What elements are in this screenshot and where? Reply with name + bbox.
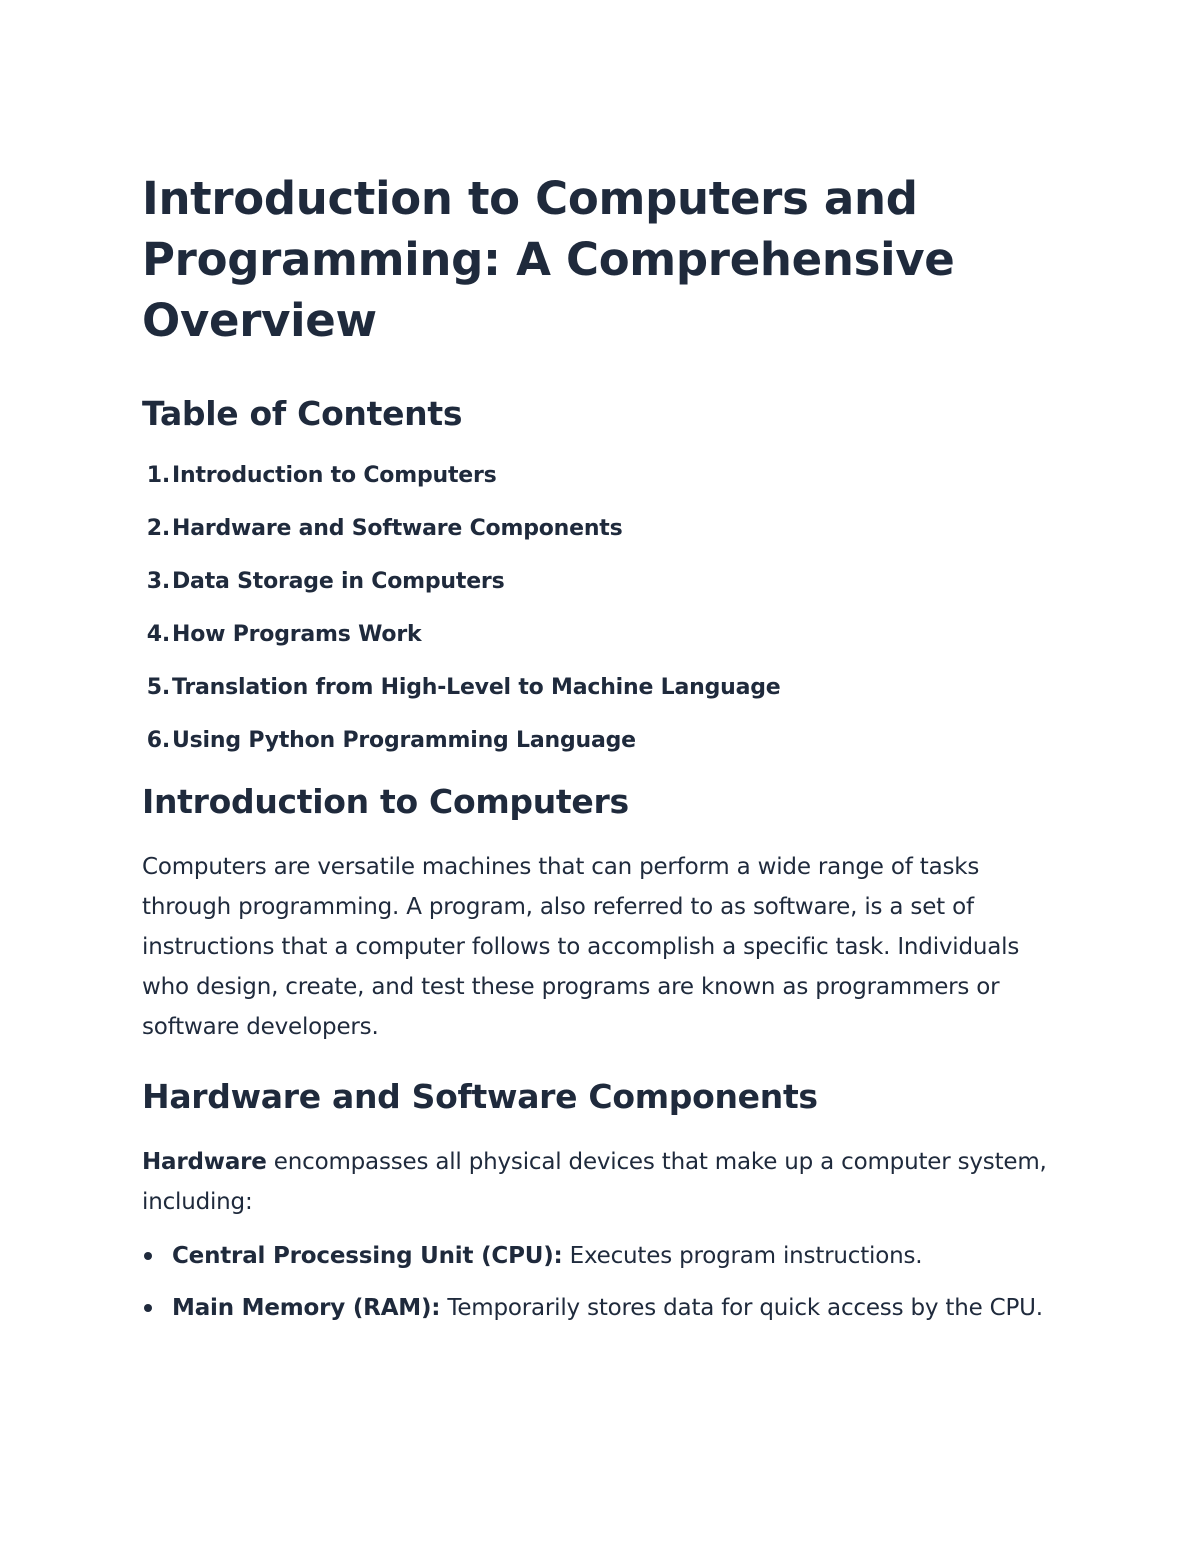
toc-number: 4. bbox=[146, 622, 170, 647]
bullet-dot-icon bbox=[142, 1236, 172, 1276]
toc-label: Data Storage in Computers bbox=[172, 569, 505, 594]
section-heading-hardware: Hardware and Software Components bbox=[142, 1077, 818, 1116]
toc-label: Translation from High-Level to Machine Language bbox=[172, 675, 781, 700]
bullet-item-ram bbox=[142, 1288, 1052, 1328]
toc-label: Hardware and Software Components bbox=[172, 516, 623, 541]
toc-label: How Programs Work bbox=[172, 622, 422, 647]
toc-item-5[interactable] bbox=[142, 673, 1052, 703]
toc-number: 2. bbox=[146, 516, 170, 541]
bullet-dot-icon bbox=[142, 1288, 172, 1328]
toc-item-3[interactable] bbox=[142, 567, 1052, 597]
toc-heading: Table of Contents bbox=[142, 394, 463, 433]
document-title: Introduction to Computers and Programming: A Comprehensive Overview bbox=[142, 172, 955, 347]
toc-item-4[interactable] bbox=[142, 620, 1052, 650]
table-of-contents bbox=[142, 461, 1052, 756]
section-heading-intro: Introduction to Computers bbox=[142, 782, 629, 821]
hardware-bullet-list bbox=[142, 1236, 1052, 1328]
toc-number: 3. bbox=[146, 569, 170, 594]
bullet-term: Central Processing Unit (CPU): bbox=[172, 1243, 563, 1269]
section-paragraph-intro: Computers are versatile machines that can perform a wide range of tasks through programming. A program, also referred to as software, is a set of instructions that a computer follows to accomplish a specific task. Individuals who design, create, and test these programs are known as programmers or software developers. bbox=[142, 854, 1020, 1040]
toc-item-6[interactable] bbox=[142, 726, 1052, 756]
bullet-text bbox=[172, 1288, 1052, 1328]
toc-number: 1. bbox=[146, 463, 170, 488]
bullet-text bbox=[172, 1236, 1052, 1276]
toc-label: Introduction to Computers bbox=[172, 463, 497, 488]
document-page bbox=[142, 168, 1052, 1340]
bullet-description: Temporarily stores data for quick access by the CPU. bbox=[440, 1295, 1043, 1321]
bold-term-hardware: Hardware bbox=[142, 1149, 267, 1175]
bullet-item-cpu bbox=[142, 1236, 1052, 1276]
toc-number: 5. bbox=[146, 675, 170, 700]
bullet-term: Main Memory (RAM): bbox=[172, 1295, 441, 1321]
paragraph-text: encompasses all physical devices that make up a computer system, including: bbox=[142, 1149, 1047, 1215]
section-paragraph-hardware bbox=[142, 1142, 1052, 1222]
bullet-description: Executes program instructions. bbox=[562, 1243, 923, 1269]
toc-item-2[interactable] bbox=[142, 514, 1052, 544]
toc-item-1[interactable] bbox=[142, 461, 1052, 491]
toc-number: 6. bbox=[146, 728, 170, 753]
toc-label: Using Python Programming Language bbox=[172, 728, 636, 753]
